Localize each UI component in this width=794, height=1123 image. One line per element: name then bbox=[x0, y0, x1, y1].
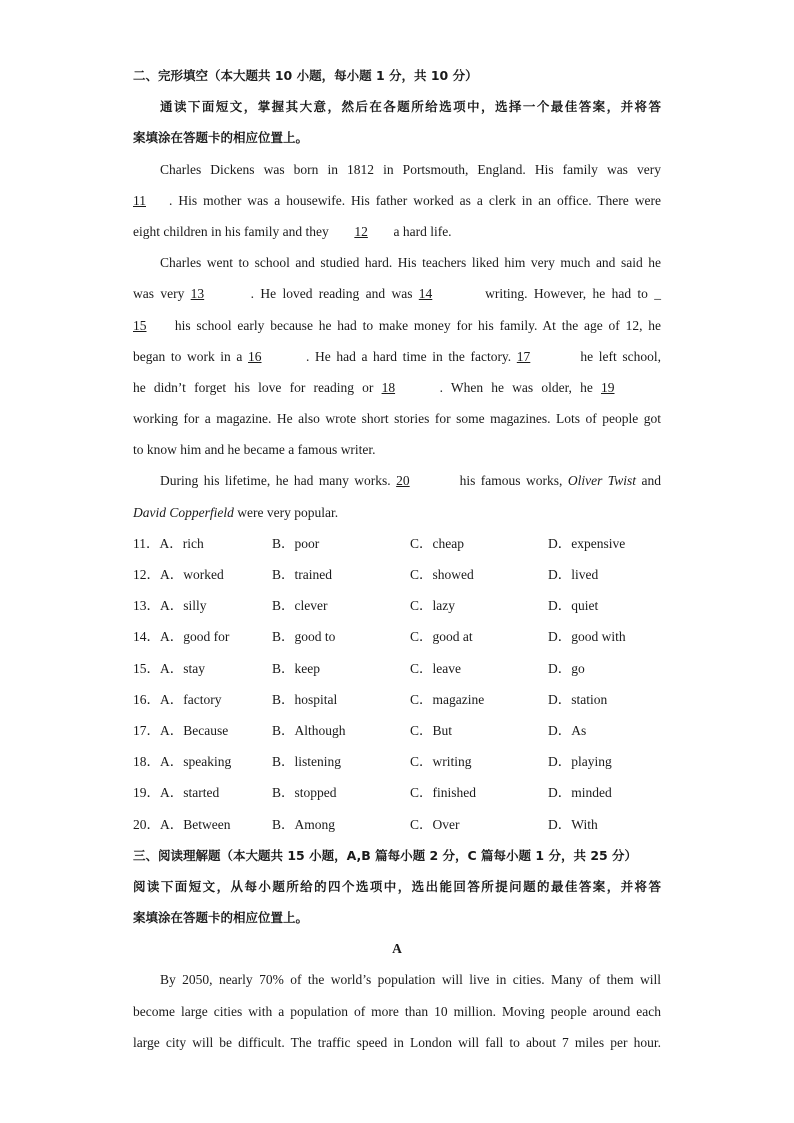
section2-title: 二、完形填空（本大题共 10 小题，每小题 1 分，共 10 分） bbox=[133, 68, 478, 83]
option-choice: D．minded bbox=[548, 785, 612, 801]
passage-line: Charles Dickens was born in 1812 in Portsmouth, England. His family was very bbox=[160, 161, 661, 177]
option-choice: 19．A．started bbox=[133, 785, 220, 801]
passage-line: During his lifetime, he had many works. 20 his famous works, Oliver Twist and bbox=[133, 465, 661, 496]
option-choice: C．lazy bbox=[410, 598, 455, 614]
blank-19: 19 bbox=[601, 379, 615, 395]
option-row bbox=[133, 653, 661, 684]
option-choice: C．Over bbox=[410, 816, 460, 832]
passage-line: he didn’t forget his love for reading or 18 . When he was older, he 19 bbox=[133, 372, 661, 403]
option-row bbox=[133, 590, 661, 621]
option-row bbox=[133, 621, 661, 652]
blank-17: 17 bbox=[516, 348, 531, 364]
option-choice: C．But bbox=[410, 722, 453, 738]
book-title: Oliver Twist bbox=[567, 473, 637, 489]
option-choice: B．Among bbox=[272, 816, 336, 832]
option-row bbox=[133, 528, 661, 559]
option-choice: 12．A．worked bbox=[133, 567, 224, 582]
option-choice: 15．A．stay bbox=[133, 660, 205, 676]
blank-11: 11 bbox=[133, 192, 146, 208]
option-choice: B．listening bbox=[272, 754, 342, 770]
blank-12: 12 bbox=[354, 223, 368, 239]
option-choice: B．stopped bbox=[272, 785, 337, 801]
option-choice: C．writing bbox=[410, 754, 472, 770]
exam-page bbox=[133, 60, 661, 1058]
blank-14: 14 bbox=[418, 286, 433, 302]
blank-16: 16 bbox=[248, 348, 262, 364]
option-choice: D．station bbox=[548, 691, 608, 707]
blank-18: 18 bbox=[381, 379, 396, 395]
option-choice: 14．A．good for bbox=[133, 629, 230, 645]
option-choice: B．hospital bbox=[272, 691, 338, 707]
passage-line: Charles went to school and studied hard. His teachers liked him very much and said he bbox=[160, 255, 661, 271]
option-choice: 13．A．silly bbox=[133, 598, 207, 614]
option-choice: D．With bbox=[548, 816, 598, 832]
passage-line: David Copperfield were very popular. bbox=[133, 504, 339, 520]
option-choice: 16．A．factory bbox=[133, 691, 222, 707]
option-choice: 17．A．Because bbox=[133, 722, 229, 738]
option-choice: B．clever bbox=[272, 598, 328, 614]
blank-20: 20 bbox=[396, 473, 410, 489]
blank-15: 15 bbox=[133, 317, 147, 333]
option-choice: B．poor bbox=[272, 535, 320, 551]
section3-title: 三、阅读理解题（本大题共 15 小题，A,B 篇每小题 2 分，C 篇每小题 1 分，共 25 分） bbox=[133, 847, 638, 863]
passage-line: By 2050, nearly 70% of the world’s population will live in cities. Many of them will bbox=[160, 972, 661, 988]
passage-line: was very 13 . He loved reading and was 14 writing. However, he had to _ bbox=[133, 278, 661, 309]
option-choice: B．trained bbox=[272, 567, 332, 582]
option-choice: 20．A．Between bbox=[133, 816, 231, 832]
option-choice: C．finished bbox=[410, 785, 476, 801]
option-row bbox=[133, 777, 661, 808]
passage-line: eight children in his family and they 12 a hard life. bbox=[133, 216, 661, 247]
option-choice: B．Although bbox=[272, 722, 346, 738]
passage-label: A bbox=[392, 941, 402, 957]
section3-instruction: 阅读下面短文，从每小题所给的四个选项中，选出能回答所提问题的最佳答案，并将答 bbox=[133, 878, 661, 894]
section3-instruction-cont: 案填涂在答题卡的相应位置上。 bbox=[133, 910, 309, 926]
section2-instruction-cont: 案填涂在答题卡的相应位置上。 bbox=[133, 130, 309, 146]
option-row bbox=[133, 559, 661, 590]
option-choice: 11．A．rich bbox=[133, 535, 204, 551]
passage-line: large city will be difficult. The traffic speed in London will fall to about 7 miles per hour. bbox=[133, 1034, 661, 1050]
option-choice: 18．A．speaking bbox=[133, 754, 232, 770]
option-choice: C．magazine bbox=[410, 691, 485, 707]
option-choice: C．showed bbox=[410, 567, 474, 582]
option-row bbox=[133, 715, 661, 746]
option-choice: C．good at bbox=[410, 629, 473, 645]
passage-line: working for a magazine. He also wrote short stories for some magazines. Lots of people got bbox=[133, 411, 661, 427]
section2-instruction: 通读下面短文，掌握其大意，然后在各题所给选项中，选择一个最佳答案，并将答 bbox=[160, 99, 661, 115]
option-row bbox=[133, 684, 661, 715]
passage-line: become large cities with a population of more than 10 million. Moving people around each bbox=[133, 1003, 661, 1019]
passage-line: to know him and he became a famous writer. bbox=[133, 442, 376, 458]
option-choice: D．go bbox=[548, 660, 585, 676]
passage-line: began to work in a 16 . He had a hard time in the factory. 17 he left school, bbox=[133, 341, 661, 372]
option-choice: D．expensive bbox=[548, 535, 626, 551]
option-choice: D．As bbox=[548, 722, 587, 738]
option-choice: C．leave bbox=[410, 660, 461, 676]
option-row bbox=[133, 809, 661, 840]
option-choice: D．good with bbox=[548, 629, 626, 645]
book-title: David Copperfield bbox=[133, 504, 234, 520]
passage-line: 11 . His mother was a housewife. His father worked as a clerk in an office. There were bbox=[133, 185, 661, 216]
option-choice: B．good to bbox=[272, 629, 336, 645]
option-choice: D．lived bbox=[548, 567, 599, 582]
option-choice: D．quiet bbox=[548, 598, 599, 614]
option-choice: C．cheap bbox=[410, 535, 464, 551]
blank-13: 13 bbox=[190, 286, 205, 302]
passage-line: 15 his school early because he had to make money for his family. At the age of 12, he bbox=[133, 310, 661, 341]
option-row bbox=[133, 746, 661, 777]
option-choice: D．playing bbox=[548, 754, 612, 770]
options-list bbox=[133, 528, 661, 840]
option-choice: B．keep bbox=[272, 660, 320, 676]
